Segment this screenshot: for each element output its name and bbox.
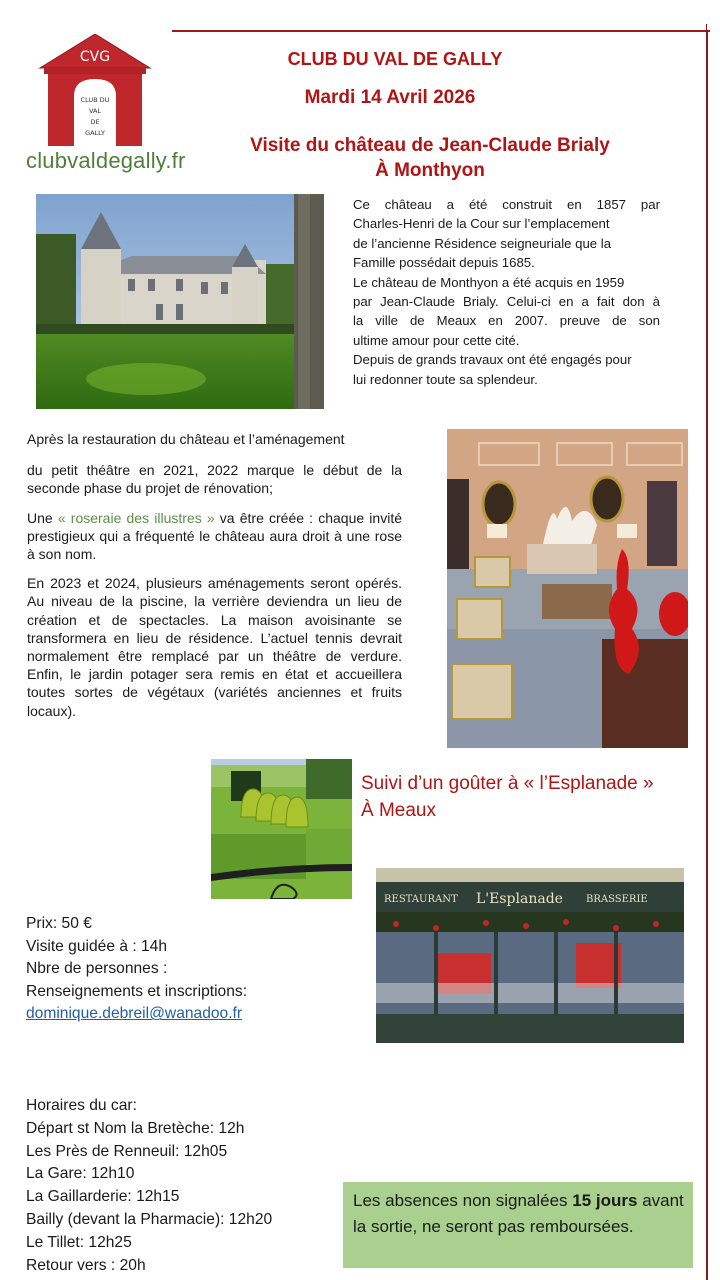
intro-line: Ce château a été construit en 1857 par: [353, 197, 660, 212]
intro-line: par Jean-Claude Brialy. Celui-ci en a fait don à: [353, 294, 660, 310]
contact-label: Renseignements et inscriptions:: [26, 982, 248, 1000]
event-title-line2: À Monthyon: [375, 160, 485, 181]
bus-stop: La Gare: 12h10: [26, 1165, 135, 1183]
intro-line: de l’ancienne Résidence seigneuriale que la: [353, 235, 612, 251]
bus-stop: La Gaillarderie: 12h15: [26, 1188, 180, 1206]
bus-return: Retour vers : 20h: [26, 1256, 146, 1274]
esplanade-restaurant-photo: [376, 868, 684, 1043]
intro-line: Famille possédait depuis 1685.: [353, 255, 535, 271]
salon-interior-photo: [447, 429, 688, 748]
notice-text-before: Les absences non signalées: [353, 1191, 573, 1210]
renovation-text: [27, 430, 402, 731]
club-logo: [38, 34, 152, 146]
svg-text:CVG: CVG: [79, 49, 111, 65]
notice-bold-days: 15 jours: [572, 1191, 638, 1210]
event-title-line1: Visite du château de Jean-Claude Brialy: [250, 135, 610, 156]
right-divider-line: [706, 30, 708, 1280]
svg-text:GALLY: GALLY: [85, 129, 105, 137]
p3-suffix: va être créée : chaque invité prestigieux qui a fréquenté le château aura droit à une rose à son nom.: [27, 509, 402, 563]
price-label: Prix: 50 €: [26, 915, 92, 932]
refund-notice-box: [343, 1182, 693, 1268]
renovation-paragraph-3: [27, 509, 402, 564]
intro-line: Le château de Monthyon a été acquis en 1959: [353, 274, 625, 290]
svg-text:BRASSERIE: BRASSERIE: [586, 894, 648, 905]
intro-line: lui redonner toute sa splendeur.: [353, 371, 538, 387]
intro-line: ultime amour pour cette cité.: [353, 332, 520, 348]
intro-line: Charles-Henri de la Cour sur l’emplacement: [353, 216, 610, 232]
event-title: [222, 133, 638, 183]
intro-line: la ville de Meaux en 2007. preuve de son: [353, 313, 660, 329]
chateau-exterior-photo: [36, 194, 324, 409]
website-label: clubvaldegally.fr: [26, 148, 186, 173]
practical-info: [26, 913, 356, 1026]
intro-line: Depuis de grands travaux ont été engagés pour: [353, 352, 632, 368]
svg-text:CLUB DU: CLUB DU: [80, 96, 110, 104]
snack-heading-line1: Suivi d’un goûter à « l’Esplanade »: [361, 773, 654, 794]
house-arch-logo-icon: [38, 34, 152, 146]
svg-text:DE: DE: [90, 118, 100, 126]
renovation-paragraph-4: En 2023 et 2024, plusieurs aménagements seront opérés. Au niveau de la piscine, la verrière deviendra un lieu de création et de spectacles. La maison avoisinante se transformera en lieu de résidence. L’actuel tennis devrait normalement être remplacé par un théâtre de verdure. Enfin, le jardin potager sera remis en état et accueillera toutes sortes de végétaux (variétés anciennes et fruits locaux).: [27, 575, 402, 719]
roseraie-highlight: « roseraie des illustres »: [57, 509, 215, 526]
renovation-paragraph-2: du petit théâtre en 2021, 2022 marque le début de la seconde phase du projet de rénovation;: [27, 462, 402, 497]
snack-heading-line2: À Meaux: [361, 800, 436, 821]
chateau-history-text: [353, 195, 660, 389]
svg-text:VAL: VAL: [88, 107, 102, 115]
snack-heading: [361, 770, 706, 824]
bus-stop: Départ st Nom la Bretèche: 12h: [26, 1119, 245, 1137]
contact-email-link[interactable]: dominique.debreil@wanadoo.fr: [26, 1005, 243, 1023]
number-of-people: Nbre de personnes :: [26, 960, 168, 978]
top-divider-line: [172, 30, 710, 32]
event-date: Mardi 14 Avril 2026: [304, 87, 476, 108]
p3-prefix: Une: [27, 509, 58, 526]
bus-stop: Bailly (devant la Pharmacie): 12h20: [26, 1210, 273, 1228]
guided-visit-time: Visite guidée à : 14h: [26, 937, 168, 955]
svg-text:L'Esplanade: L'Esplanade: [476, 891, 563, 907]
svg-text:RESTAURANT: RESTAURANT: [384, 894, 458, 905]
bus-stop: Le Tillet: 12h25: [26, 1233, 132, 1251]
notice-text-after: avant la sortie, ne seront pas remboursées.: [353, 1191, 684, 1236]
bus-schedule-title: Horaires du car:: [26, 1097, 137, 1114]
topiary-garden-photo: [211, 759, 352, 899]
bus-stop: Les Près de Renneuil: 12h05: [26, 1142, 228, 1160]
bus-schedule: [26, 1095, 346, 1277]
renovation-paragraph-1: Après la restauration du château et l’aménagement: [27, 431, 345, 447]
club-name-heading: CLUB DU VAL DE GALLY: [287, 49, 503, 69]
